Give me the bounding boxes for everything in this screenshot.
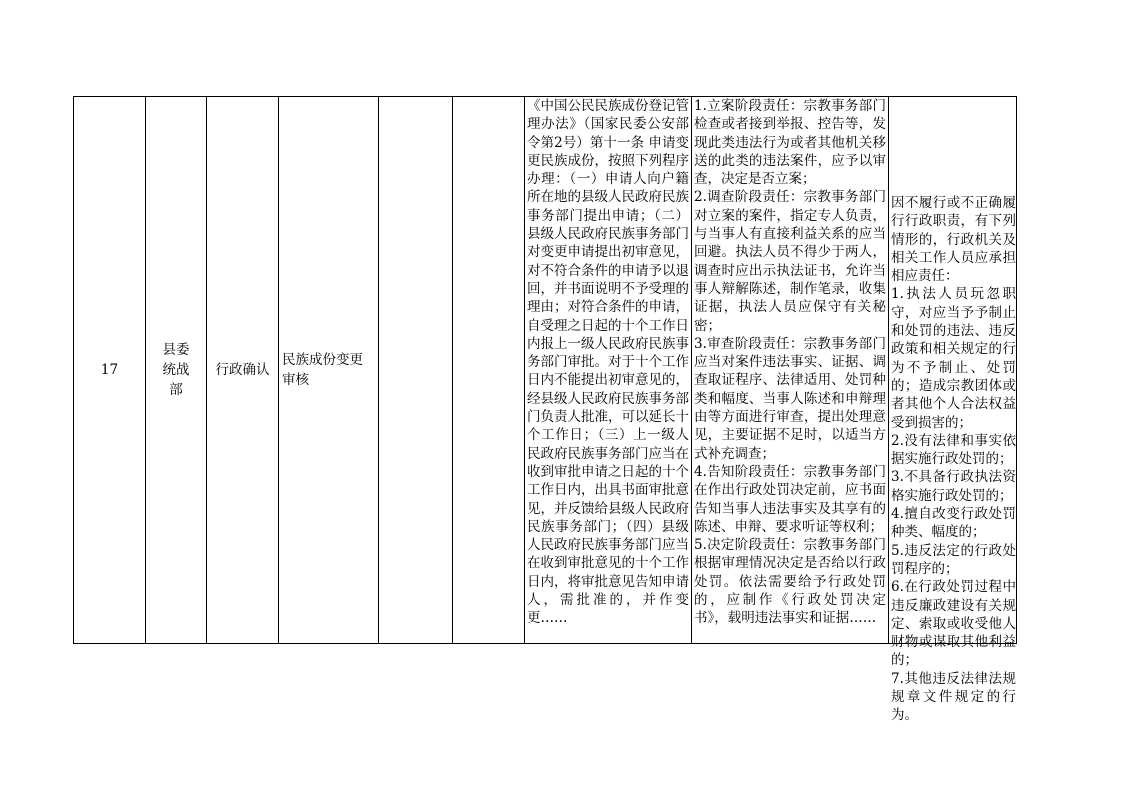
row-number-cell xyxy=(74,97,146,643)
category-cell xyxy=(207,97,279,643)
item-name-cell xyxy=(279,97,379,643)
responsibility-wrap xyxy=(889,97,1018,724)
legal-basis-text: 《中国公民民族成份登记管理办法》（国家民委公安部令第2号）第十一条 申请变更民族成份，按照下列程序办理：（一）申请人向户籍所在地的县级人民政府民族事务部门提出申请；（二）县级人民政府民族事务部门对变更申请提出初审意见，对不符合条件的申请予以退回，并书面说明不予受理的理由；对符合条件的申请，自受理之日起的十个工作日内报上一级人民政府民族事务部门审批。对于十个工作日内不能提出初审意见的，经县级人民政府民族事务部门负责人批准，可以延长十个工作日；（三）上一级人民政府民族事务部门应当在收到审批申请之日起的十个工作日内，出具书面审批意见，并反馈给县级人民政府民族事务部门；（四）县级人民政府民族事务部门应当在收到审批意见的十个工作日内，将审批意见告知申请人，需批准的，并作变更…… xyxy=(527,98,689,627)
category: 行政确认 xyxy=(215,362,270,378)
duties-text: 1.立案阶段责任：宗教事务部门检查或者接到举报、控告等，发现此类违法行为或者其他机关移送的此类的违法案件，应予以审查，决定是否立案； 2.调查阶段责任：宗教事务部门对立案的案件，指定专人负责，与当事人有直接利益关系的应当回避。执法人员不得少于两人，调查时应出示执法证书，允许当事人辩解陈述，制作笔录，收集证据，执法人员应保守有关秘密； 3.审查阶段责任：宗教事务部门应当对案件违法事实、证据、调查取证程序、法律适用、处罚种类和幅度、当事人陈述和申辩理由等方面进行审查，提出处理意见，主要证据不足时，以适当方式补充调查； 4.告知阶段责任：宗教事务部门在作出行政处罚决定前，应书面告知当事人违法事实及其享有的陈述、申辩、要求听证等权利； 5.决定阶段责任：宗教事务部门根据审理情况决定是否给以行政处罚。依法需要给予行政处罚的，应制作《行政处罚决定书》，载明违法事实和证据…… xyxy=(694,98,886,627)
basis-cell xyxy=(525,97,692,643)
row-number: 17 xyxy=(100,362,119,378)
spacer-cell xyxy=(453,97,525,643)
duties-cell xyxy=(692,97,889,643)
duty-table xyxy=(73,96,1017,724)
department-cell xyxy=(146,97,207,643)
responsibility-text: 因不履行或不正确履行行政职责，有下列情形的，行政机关及相关工作人员应承担相应责任： 1.执法人员玩忽职守，对应当予予制止和处罚的违法、违反政策和相关规定的行为不予制止、处罚的；造成宗教团体或者其他个人合法权益受到损害的； 2.没有法律和事实依据实施行政处罚的； 3.不具备行政执法资格实施行政处罚的； 4.擅自改变行政处罚种类、幅度的； 5.违反法定的行政处罚程序的； 6.在行政处罚过程中违反廉政建设有关规定、索取或收受他人财物或谋取其他利益的； 7.其他违反法律法规规章文件规定的行为。 xyxy=(891,195,1016,724)
department: 县委统战部 xyxy=(162,342,190,398)
empty-cell xyxy=(379,97,453,643)
item-name: 民族成份变更审核 xyxy=(282,352,363,388)
